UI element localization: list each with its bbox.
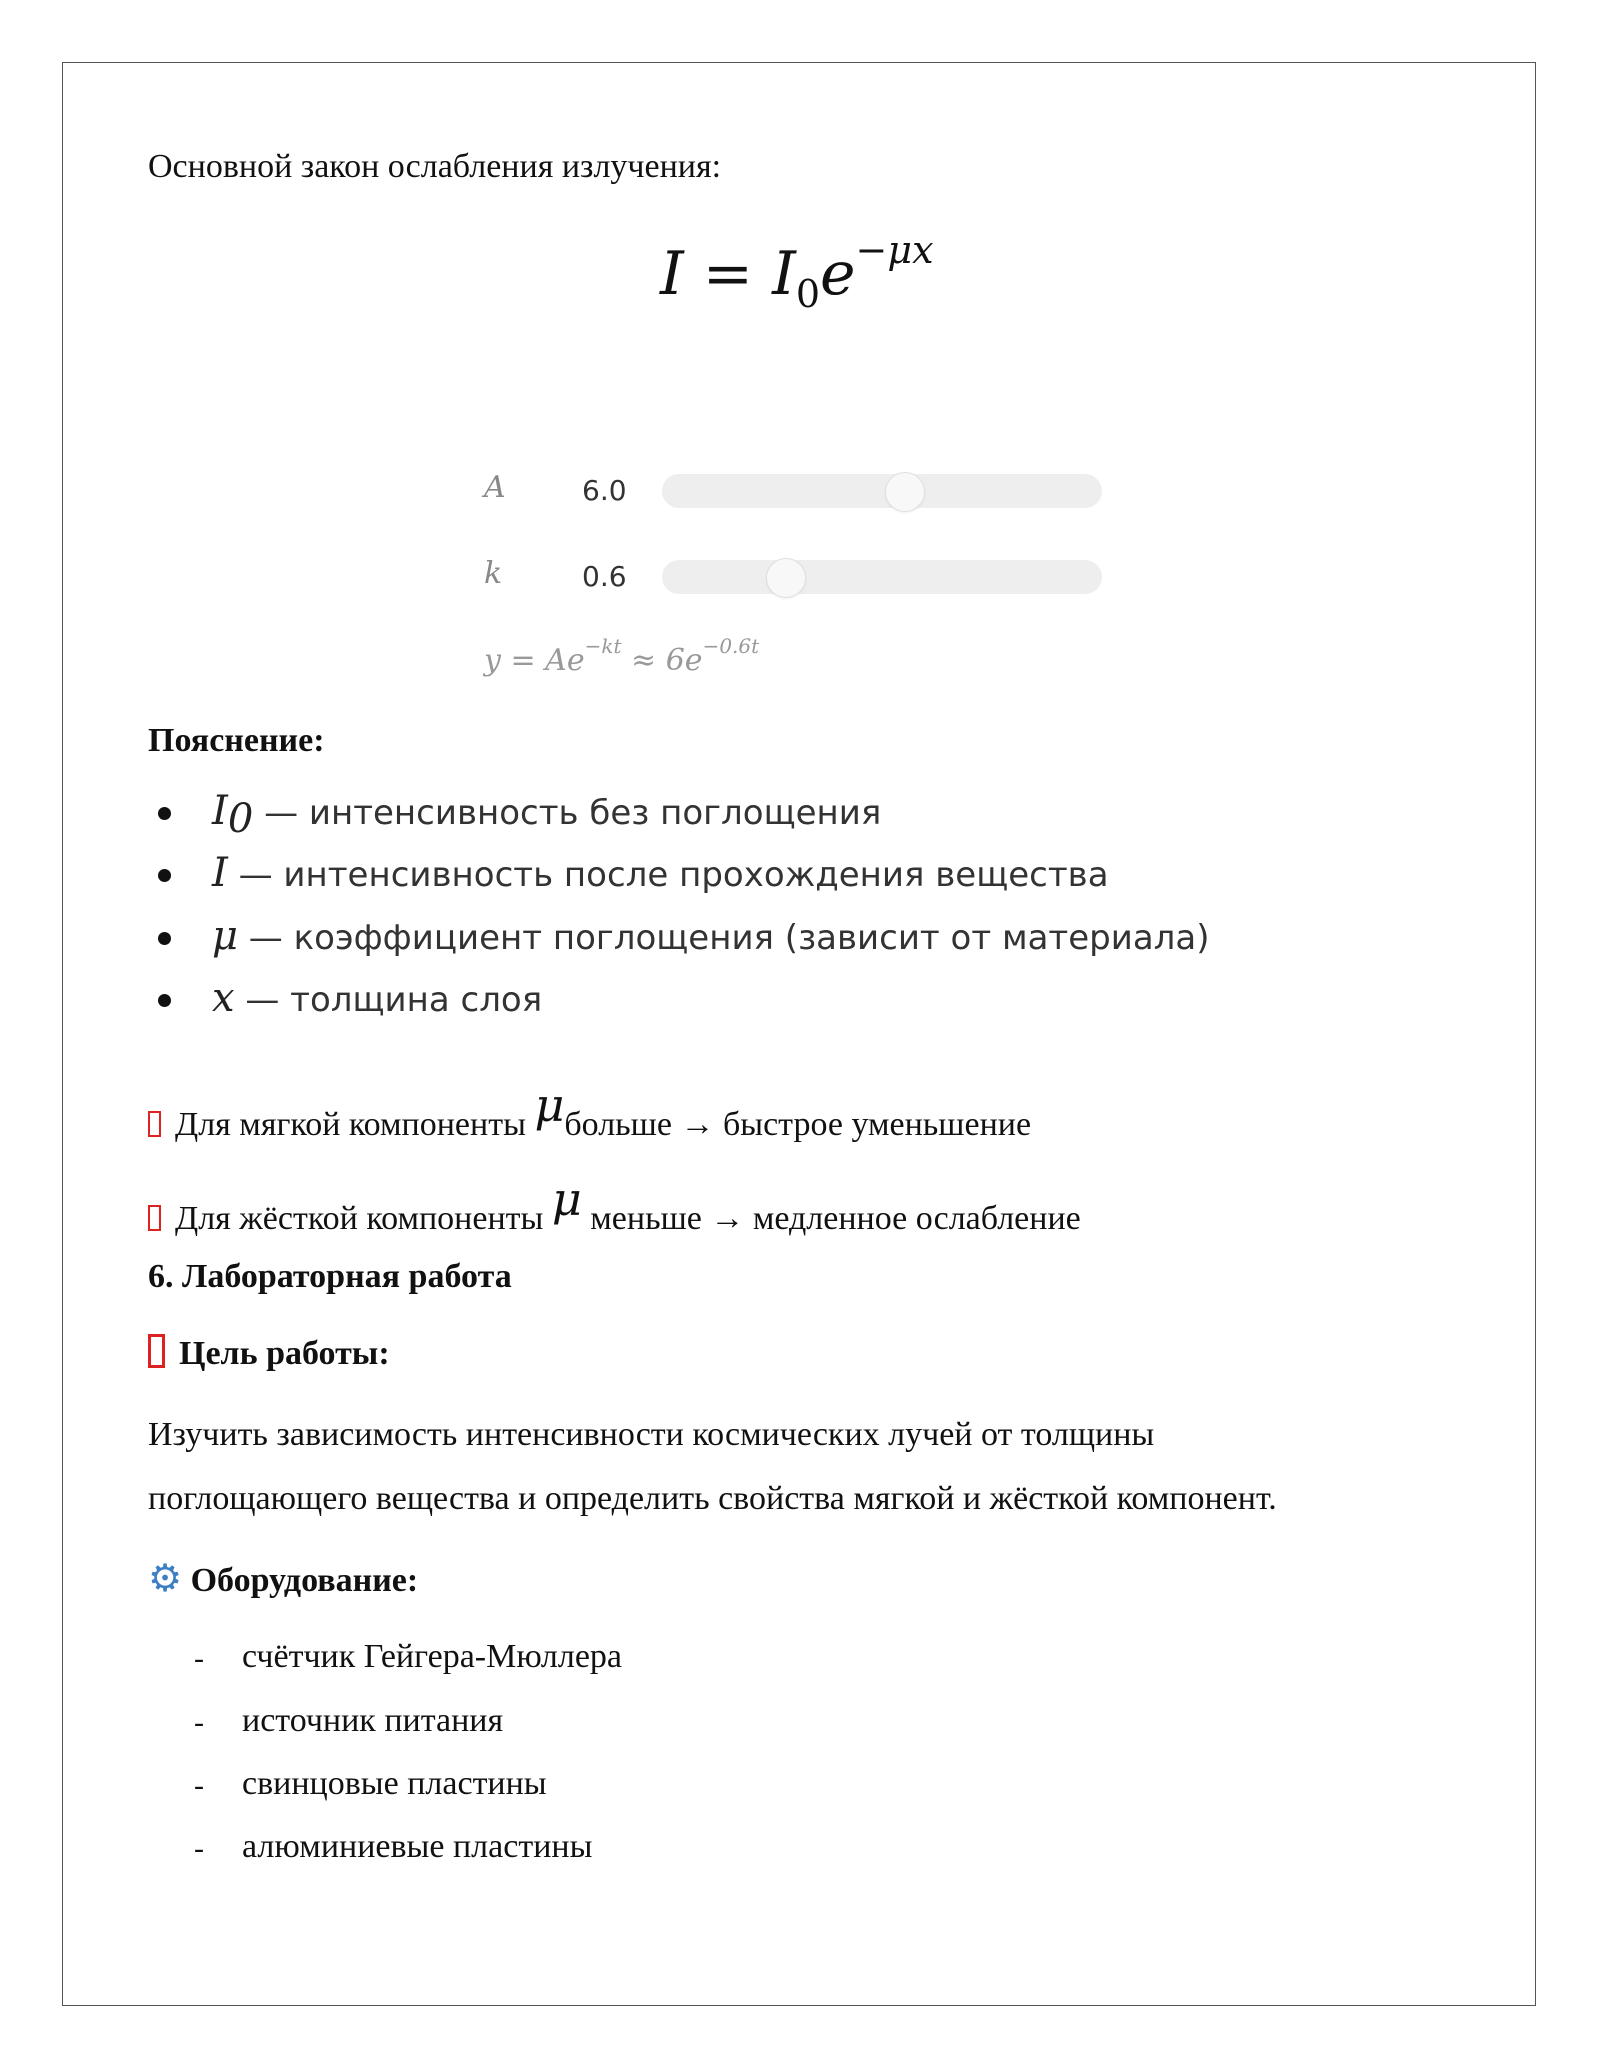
- list-item-symbol: I: [212, 788, 228, 834]
- missing-glyph-icon: [148, 1205, 161, 1231]
- note-text-before: Для мягкой компоненты: [175, 1106, 535, 1143]
- list-item: счётчик Гейгера-Мюллера: [242, 1638, 623, 1675]
- list-item-text: — коэффициент поглощения (зависит от материала): [238, 918, 1210, 958]
- list-item: источник питания: [242, 1702, 504, 1739]
- list-item-symbol: x: [212, 975, 235, 1021]
- list-item-symbol-sub: 0: [227, 795, 254, 842]
- list-item-text: — толщина слоя: [234, 980, 543, 1020]
- slider-k-knob[interactable]: [766, 558, 806, 598]
- list-dash: -: [194, 1706, 204, 1739]
- equipment-heading-row: [148, 1556, 418, 1600]
- list-item-text: — интенсивность без поглощения: [253, 793, 882, 833]
- note-hard-component: [148, 1172, 1081, 1240]
- intro-text: Основной закон ослабления излучения:: [148, 148, 722, 185]
- list-item: [212, 850, 1109, 896]
- slider-a-label: A: [484, 470, 506, 505]
- missing-glyph-icon: [148, 1334, 165, 1368]
- formula-base: I: [772, 239, 796, 309]
- slider-k-value: 0.6: [582, 560, 627, 593]
- formula-exp-base: e: [820, 239, 856, 309]
- formula-base-sub: 0: [795, 272, 821, 316]
- note-soft-component: [148, 1078, 1032, 1146]
- bullet-dot: [158, 869, 171, 882]
- main-formula: [660, 228, 934, 316]
- equipment-heading: Оборудование:: [190, 1562, 419, 1599]
- list-dash: -: [194, 1769, 204, 1802]
- list-dash: -: [194, 1832, 204, 1865]
- slider-k-track[interactable]: [662, 560, 1102, 594]
- note-text-after: меньше → медленное ослабление: [581, 1200, 1081, 1237]
- missing-glyph-icon: [148, 1111, 161, 1137]
- list-item-symbol: μ: [212, 913, 238, 959]
- list-item: [212, 913, 1210, 959]
- widget-formula-approx-exp: −0.6t: [702, 634, 760, 658]
- list-item: алюминиевые пластины: [242, 1828, 593, 1865]
- bullet-dot: [158, 994, 171, 1007]
- bullet-dot: [158, 932, 171, 945]
- bullet-dot: [158, 807, 171, 820]
- note-mu-symbol: μ: [551, 1172, 582, 1226]
- note-text-before: Для жёсткой компоненты: [175, 1200, 552, 1237]
- lab-heading: 6. Лабораторная работа: [148, 1258, 512, 1295]
- widget-formula-lhs-exp: −kt: [584, 634, 622, 658]
- slider-a-value: 6.0: [582, 474, 627, 507]
- formula-lhs: I: [660, 239, 684, 309]
- list-item: свинцовые пластины: [242, 1765, 547, 1802]
- goal-heading: Цель работы:: [179, 1335, 390, 1372]
- widget-formula-approx: ≈ 6e: [621, 643, 703, 678]
- list-item-text: — интенсивность после прохождения вещества: [227, 855, 1109, 895]
- slider-a-track[interactable]: [662, 474, 1102, 508]
- note-mu-symbol: μ: [534, 1078, 565, 1132]
- slider-k-label: k: [484, 556, 503, 591]
- explanation-heading: Пояснение:: [148, 722, 325, 759]
- formula-eq: =: [683, 239, 773, 309]
- formula-exponent: −μx: [855, 228, 934, 272]
- goal-heading-row: [148, 1334, 390, 1373]
- widget-formula-lhs: y = Ae: [484, 643, 585, 678]
- widget-formula: [484, 634, 760, 678]
- list-item: [212, 975, 542, 1021]
- gear-icon: ⚙: [148, 1556, 183, 1600]
- list-dash: -: [194, 1642, 204, 1675]
- goal-text-line-2: поглощающего вещества и определить свойства мягкой и жёсткой компонент.: [148, 1480, 1277, 1517]
- list-item-symbol: I: [212, 850, 228, 896]
- list-item: [212, 788, 881, 842]
- goal-text-line-1: Изучить зависимость интенсивности космических лучей от толщины: [148, 1416, 1155, 1453]
- slider-a-knob[interactable]: [885, 472, 925, 512]
- note-text-after: больше → быстрое уменьшение: [564, 1106, 1032, 1143]
